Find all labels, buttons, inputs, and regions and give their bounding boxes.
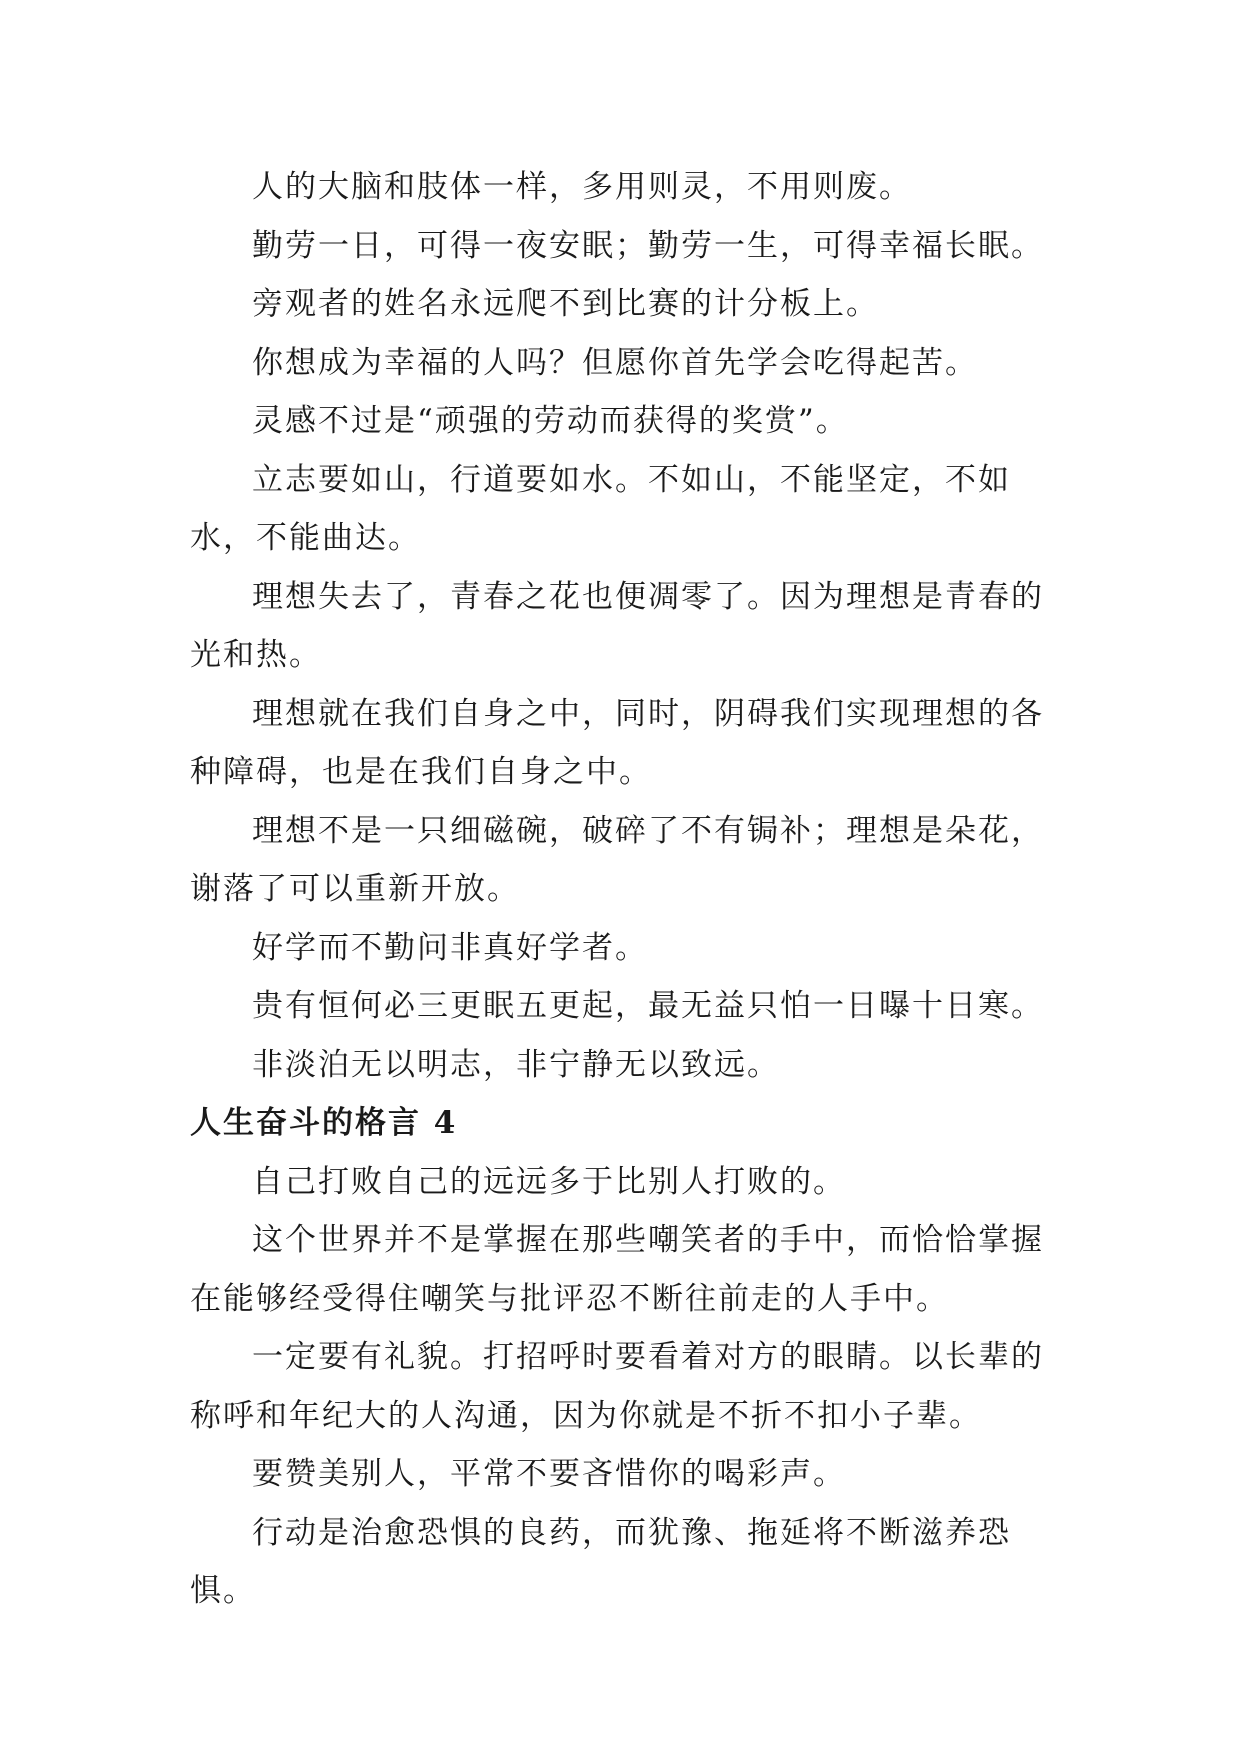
paragraph: 自己打败自己的远远多于比别人打败的。 (252, 1163, 846, 1200)
paragraph: 勤劳一日，可得一夜安眠；勤劳一生，可得幸福长眠。 (252, 227, 1044, 264)
paragraph: 非淡泊无以明志，非宁静无以致远。 (252, 1046, 780, 1083)
paragraph: 人的大脑和肢体一样，多用则灵，不用则废。 (252, 169, 912, 205)
paragraph: 好学而不勤问非真好学者。 (252, 929, 648, 966)
paragraph: 贵有恒何必三更眠五更起，最无益只怕一日曝十日寒。 (252, 988, 1044, 1024)
paragraph: 这个世界并不是掌握在那些嘲笑者的手中，而恰恰掌握在能够经受得住嘲笑与批评忍不断往前走的人手中。 (190, 1222, 1044, 1317)
paragraph: 行动是治愈恐惧的良药，而犹豫、拖延将不断滋养恐惧。 (190, 1514, 1011, 1609)
paragraph: 理想失去了，青春之花也便凋零了。因为理想是青春的光和热。 (190, 578, 1044, 673)
paragraph: 理想就在我们自身之中，同时，阴碍我们实现理想的各种障碍，也是在我们自身之中。 (190, 695, 1044, 790)
section-heading: 人生奋斗的格言 4 (190, 1105, 458, 1141)
paragraph: 旁观者的姓名永远爬不到比赛的计分板上。 (252, 286, 879, 322)
document-body (190, 158, 1060, 1621)
paragraph: 一定要有礼貌。打招呼时要看着对方的眼睛。以长辈的称呼和年纪大的人沟通，因为你就是不折不扣小子辈。 (190, 1339, 1044, 1434)
paragraph: 要赞美别人，平常不要吝惜你的喝彩声。 (252, 1456, 846, 1492)
paragraph: 你想成为幸福的人吗？但愿你首先学会吃得起苦。 (252, 344, 978, 381)
paragraph: 立志要如山，行道要如水。不如山，不能坚定，不如水，不能曲达。 (190, 461, 1011, 556)
paragraph: 灵感不过是“顽强的劳动而获得的奖赏”。 (252, 403, 849, 439)
paragraph: 理想不是一只细磁碗，破碎了不有锔补；理想是朵花，谢落了可以重新开放。 (190, 812, 1044, 907)
